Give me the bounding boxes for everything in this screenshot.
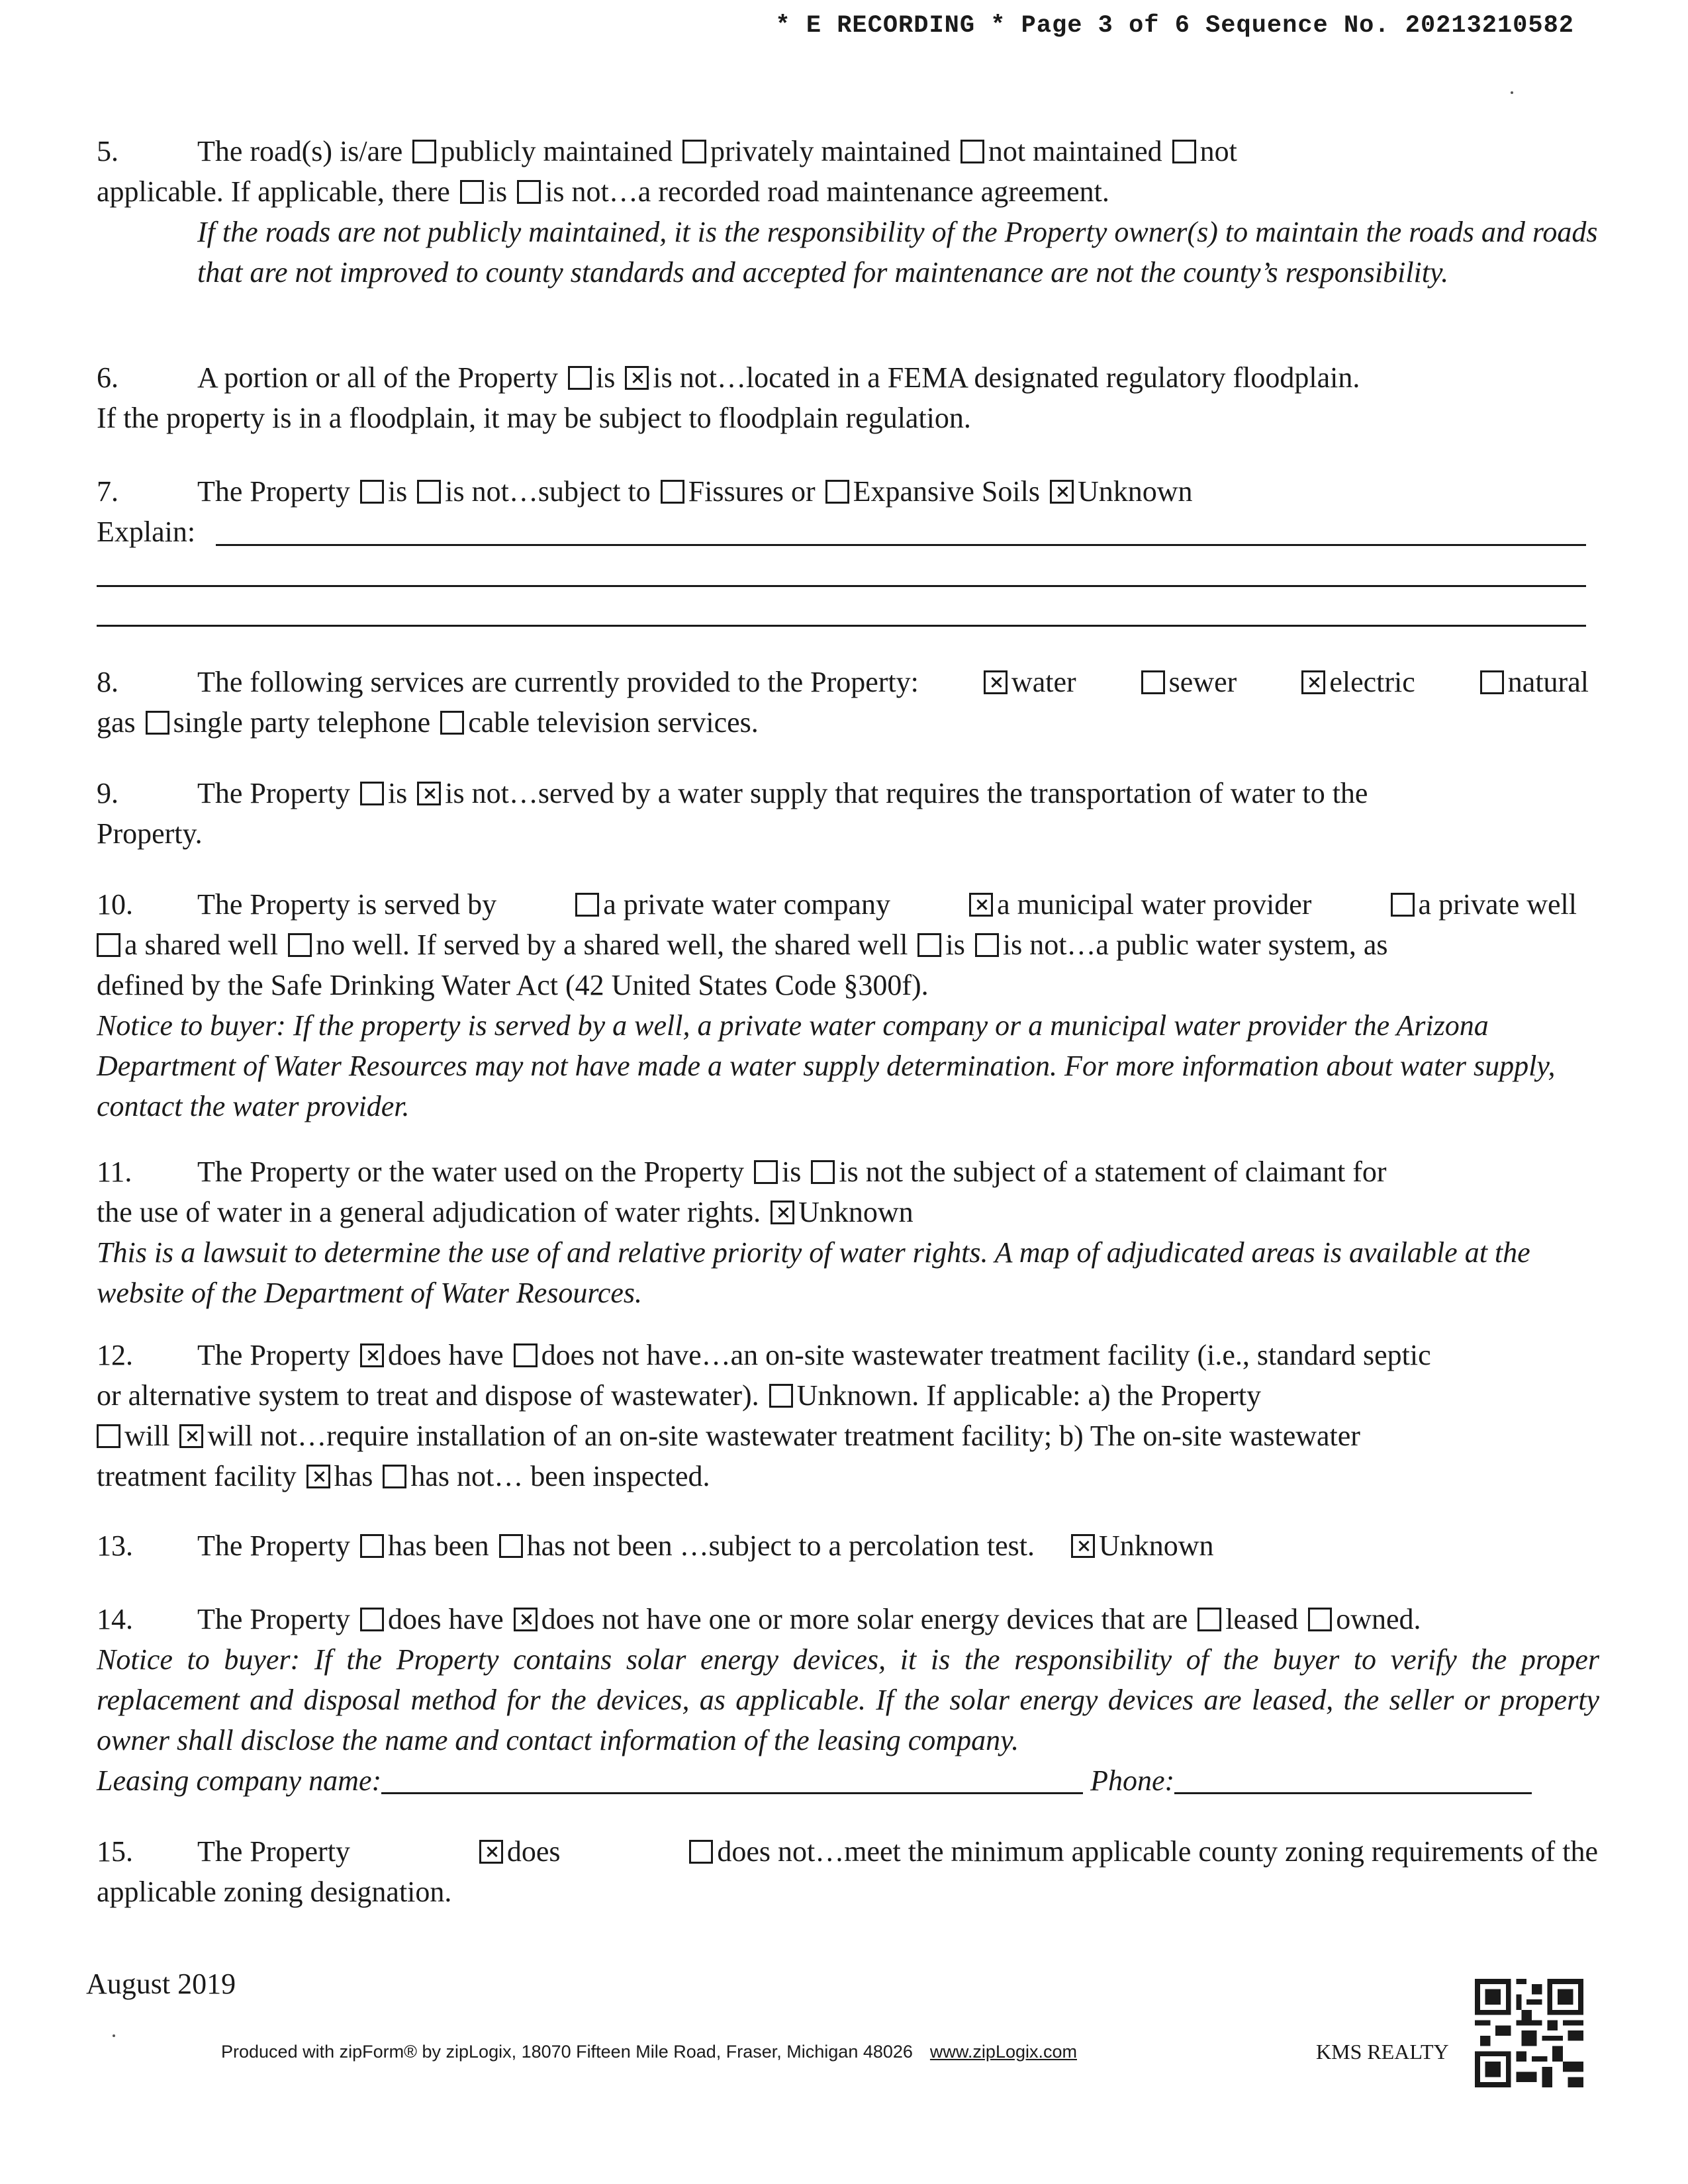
floodplain-is-checkbox[interactable]	[568, 366, 592, 390]
item-number: 5.	[97, 135, 118, 167]
solar-owned-checkbox[interactable]	[1308, 1608, 1332, 1631]
percolation-has-been-checkbox[interactable]	[360, 1534, 384, 1558]
item-8: 8. The following services are currently provided to the Property: water sewer electric natural gas single party telephone cable television services.	[97, 662, 1599, 743]
road-agreement-is-not-checkbox[interactable]	[517, 180, 541, 204]
qr-code	[1475, 1979, 1583, 2087]
percolation-has-not-been-checkbox[interactable]	[499, 1534, 523, 1558]
leasing-company-label: Leasing company name:	[97, 1764, 382, 1797]
item-11: 11. The Property or the water used on the Property is is not the subject of a statement of claimant for the use of water in a general adjudication of water rights. Unknown This is a lawsuit to determine the use of and relative priority of water rights. A map of adjudicated areas is available at the website of the Department of Water Resources.	[97, 1152, 1599, 1313]
inspected-has-checkbox[interactable]	[306, 1465, 330, 1488]
publicly-maintained-checkbox[interactable]	[412, 140, 436, 163]
item-number: 11.	[97, 1156, 132, 1188]
wastewater-does-not-have-checkbox[interactable]	[514, 1343, 538, 1367]
item-number: 14.	[97, 1603, 133, 1635]
item-7: 7. The Property is is not…subject to Fissures or Expansive Soils Unknown Explain:	[97, 471, 1599, 552]
solar-does-not-have-checkbox[interactable]	[514, 1608, 538, 1631]
item-number: 15.	[97, 1835, 133, 1868]
adjudication-is-not-checkbox[interactable]	[811, 1160, 835, 1184]
adjudication-notice: This is a lawsuit to determine the use of and relative priority of water rights. A map of adjudicated areas is available at the website of the Department of Water Resources.	[97, 1236, 1530, 1309]
phone-field[interactable]	[1174, 1763, 1532, 1794]
telephone-checkbox[interactable]	[146, 711, 169, 735]
solar-leased-checkbox[interactable]	[1197, 1608, 1221, 1631]
ziplogix-link[interactable]: www.zipLogix.com	[929, 2042, 1077, 2062]
item-10: 10. The Property is served by a private water company a municipal water provider a private well a shared well no well. If served by a shared well, the shared well is is not…a public water system, as defined by the Safe Drinking Water Act (42 United States Code §300f). Notice to buyer: If the property is served by a well, a private water company or a municipal water provider the Arizona Department of Water Resources may not have made a water supply determination. For more information about water supply, contact the water provider.	[97, 884, 1599, 1126]
item-14: 14. The Property does have does not have one or more solar energy devices that are leased owned. Notice to buyer: If the Property contains solar energy devices, it is the responsibility of the buyer to verify the proper replacement and disposal method for the devices, as applicable. If the solar energy devices are leased, the seller or property owner shall disclose the name and contact information of the leasing company. Leasing company name: Phone:	[97, 1599, 1599, 1801]
leasing-company-field[interactable]	[381, 1763, 1083, 1794]
water-transport-is-checkbox[interactable]	[360, 782, 384, 805]
percolation-unknown-checkbox[interactable]	[1071, 1534, 1095, 1558]
wastewater-does-have-checkbox[interactable]	[360, 1343, 384, 1367]
private-water-company-checkbox[interactable]	[575, 893, 599, 917]
water-notice: Notice to buyer: If the property is served by a well, a private water company or a municipal water provider the Arizona Department of Water Resources may not have made a water supply determination. For more information about water supply, contact the water provider.	[97, 1009, 1556, 1122]
adjudication-unknown-checkbox[interactable]	[771, 1201, 794, 1224]
road-agreement-is-checkbox[interactable]	[460, 180, 484, 204]
explain-line-3[interactable]	[97, 625, 1586, 627]
not-applicable-checkbox[interactable]	[1172, 140, 1196, 163]
phone-label: Phone:	[1090, 1764, 1175, 1797]
produced-with-line: Produced with zipForm® by zipLogix, 18070 Fifteen Mile Road, Fraser, Michigan 48026 www.zipLogix.com	[221, 2042, 1077, 2062]
expansive-soils-checkbox[interactable]	[825, 480, 849, 504]
brokerage-name: KMS REALTY	[1316, 2040, 1449, 2064]
zoning-does-not-checkbox[interactable]	[689, 1840, 713, 1864]
item-number: 12.	[97, 1339, 133, 1371]
soils-is-checkbox[interactable]	[360, 480, 384, 504]
public-system-is-not-checkbox[interactable]	[975, 933, 999, 957]
water-service-checkbox[interactable]	[984, 670, 1008, 694]
shared-well-checkbox[interactable]	[97, 933, 120, 957]
item-5: 5. The road(s) is/are publicly maintained privately maintained not maintained not applicable. If applicable, there is is not…a recorded road maintenance agreement. If the roads are not publicly maintained, it is the responsibility of the Property owner(s) to maintain the roads and roads that are not improved to county standards and accepted for maintenance are not the county’s responsibility.	[97, 131, 1599, 293]
item-13: 13. The Property has been has not been …subject to a percolation test. Unknown	[97, 1525, 1599, 1566]
item-12: 12. The Property does have does not have…an on-site wastewater treatment facility (i.e., standard septic or alternative system to treat and dispose of wastewater). Unknown. If applicable: a) the Property will will not…require installation of an on-site wastewater treatment facility; b) The on-site wastewater treatment facility has has not… been inspected.	[97, 1335, 1599, 1496]
inspected-has-not-checkbox[interactable]	[383, 1465, 406, 1488]
form-date: August 2019	[86, 1968, 236, 2000]
explain-line-2[interactable]	[97, 585, 1586, 587]
road-notice: If the roads are not publicly maintained, it is the responsibility of the Property owner(s) to maintain the roads and roads that are not improved to county standards and accepted for maintenance are not the county’s responsibility.	[197, 216, 1598, 289]
not-maintained-checkbox[interactable]	[961, 140, 984, 163]
public-system-is-checkbox[interactable]	[917, 933, 941, 957]
item-number: 8.	[97, 666, 118, 698]
floodplain-is-not-checkbox[interactable]	[625, 366, 649, 390]
installation-will-checkbox[interactable]	[97, 1424, 120, 1448]
wastewater-unknown-checkbox[interactable]	[769, 1384, 793, 1408]
no-well-checkbox[interactable]	[288, 933, 312, 957]
soils-unknown-checkbox[interactable]	[1050, 480, 1074, 504]
item-number: 10.	[97, 888, 133, 921]
item-number: 7.	[97, 475, 118, 508]
private-well-checkbox[interactable]	[1391, 893, 1415, 917]
item-9: 9. The Property is is not…served by a water supply that requires the transportation of water to the Property.	[97, 773, 1599, 854]
item-6: 6. A portion or all of the Property is is not…located in a FEMA designated regulatory floodplain. If the property is in a floodplain, it may be subject to floodplain regulation.	[97, 357, 1599, 438]
solar-does-have-checkbox[interactable]	[360, 1608, 384, 1631]
scan-speck	[1511, 91, 1513, 94]
sewer-service-checkbox[interactable]	[1141, 670, 1165, 694]
scan-speck	[113, 2034, 115, 2037]
natural-gas-checkbox[interactable]	[1480, 670, 1504, 694]
explain-line-1[interactable]	[216, 544, 1586, 546]
municipal-water-checkbox[interactable]	[969, 893, 993, 917]
item-number: 9.	[97, 777, 118, 809]
water-transport-is-not-checkbox[interactable]	[417, 782, 441, 805]
privately-maintained-checkbox[interactable]	[682, 140, 706, 163]
zoning-does-checkbox[interactable]	[479, 1840, 503, 1864]
cable-tv-checkbox[interactable]	[440, 711, 464, 735]
adjudication-is-checkbox[interactable]	[754, 1160, 778, 1184]
recording-header: * E RECORDING * Page 3 of 6 Sequence No. 20213210582	[775, 12, 1574, 40]
electric-service-checkbox[interactable]	[1301, 670, 1325, 694]
item-number: 13.	[97, 1529, 133, 1562]
installation-will-not-checkbox[interactable]	[179, 1424, 203, 1448]
fissures-checkbox[interactable]	[661, 480, 684, 504]
item-number: 6.	[97, 361, 118, 394]
soils-is-not-checkbox[interactable]	[417, 480, 441, 504]
explain-label: Explain:	[97, 516, 196, 548]
solar-notice: Notice to buyer: If the Property contains solar energy devices, it is the responsibility of the buyer to verify the proper replacement and disposal method for the devices, as applicable. If the solar energy devices are leased, the seller or property owner shall disclose the name and contact information of the leasing company.	[97, 1643, 1599, 1756]
item-15: 15. The Property does does not…meet the minimum applicable county zoning requirements of the applicable zoning designation.	[97, 1831, 1599, 1912]
